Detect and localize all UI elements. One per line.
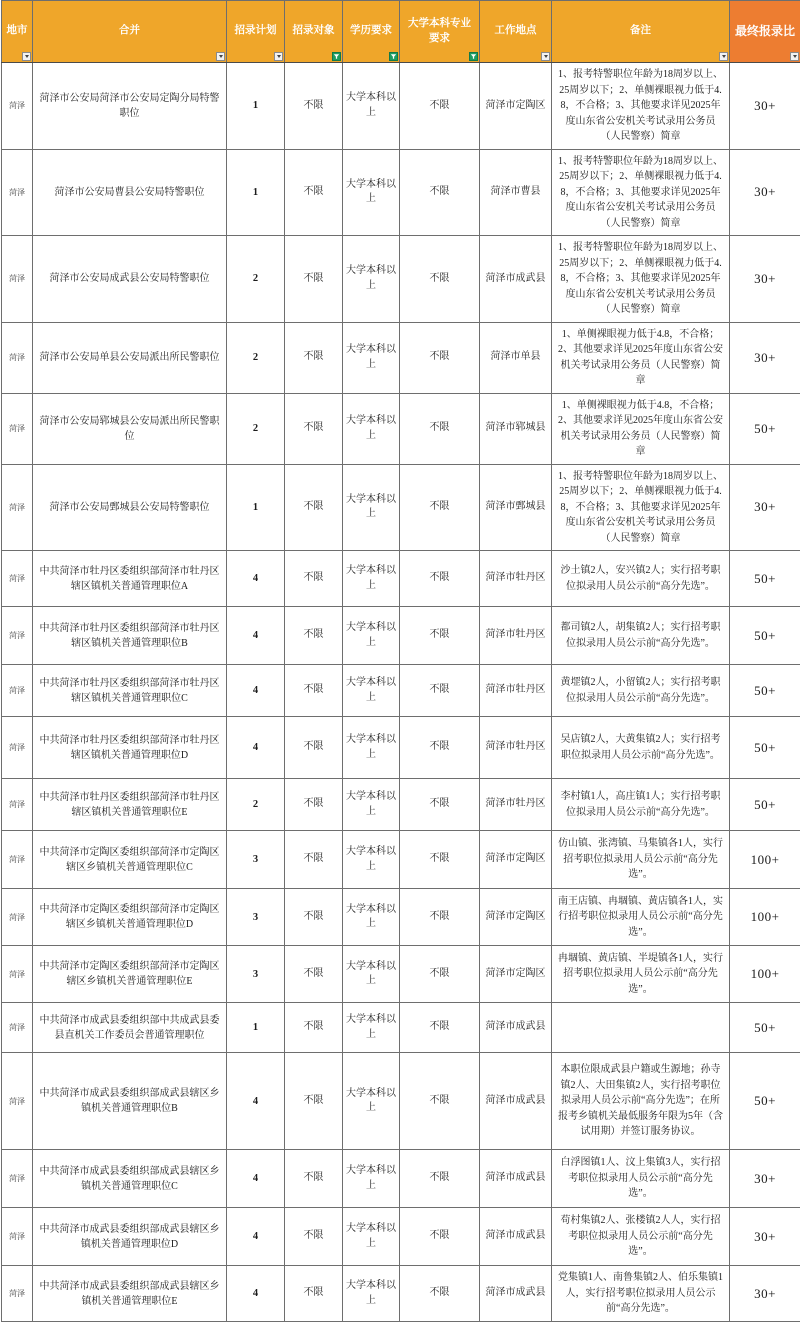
- cell-ratio: 100+: [730, 889, 800, 946]
- cell-location: 菏泽市牡丹区: [480, 665, 552, 717]
- table-row: [2, 889, 800, 946]
- col-header-ratio-label: 最终报录比: [735, 24, 795, 38]
- filter-dropdown-button-position[interactable]: [216, 52, 225, 61]
- cell-ratio: 30+: [730, 1208, 800, 1266]
- cell-position: 中共菏泽市牡丹区委组织部菏泽市牡丹区辖区镇机关普通管理职位B: [33, 607, 227, 665]
- dropdown-arrow-icon: [544, 55, 548, 58]
- cell-city: 菏泽: [2, 1208, 33, 1266]
- cell-city: 菏泽: [2, 551, 33, 607]
- col-header-education: [343, 1, 400, 63]
- col-header-major: [400, 1, 480, 63]
- cell-target: 不限: [285, 551, 343, 607]
- cell-ratio: 50+: [730, 607, 800, 665]
- cell-plan-count: 2: [227, 236, 285, 323]
- cell-location: 菏泽市定陶区: [480, 946, 552, 1003]
- cell-location: 菏泽市曹县: [480, 149, 552, 236]
- cell-plan-count: 1: [227, 464, 285, 551]
- cell-remark: 本职位限成武县户籍或生源地；孙寺镇2人、大田集镇2人，实行招考职位拟录用人员公示前“高分先选”；在所报考乡镇机关最低服务年限为5年（含试用期）并签订服务协议。: [552, 1053, 730, 1150]
- cell-remark: 都司镇2人，胡集镇2人；实行招考职位拟录用人员公示前“高分先选”。: [552, 607, 730, 665]
- cell-target: 不限: [285, 1003, 343, 1053]
- cell-education: 大学本科以上: [343, 322, 400, 393]
- cell-plan-count: 4: [227, 1266, 285, 1322]
- cell-position: 中共菏泽市成武县委组织部成武县辖区乡镇机关普通管理职位D: [33, 1208, 227, 1266]
- cell-remark: 1、单侧裸眼视力低于4.8，不合格；2、其他要求详见2025年度山东省公安机关考试录用公务员（人民警察）简章: [552, 322, 730, 393]
- cell-education: 大学本科以上: [343, 831, 400, 889]
- dropdown-arrow-icon: [219, 55, 223, 58]
- cell-major: 不限: [400, 946, 480, 1003]
- cell-plan-count: 2: [227, 322, 285, 393]
- table-row: [2, 831, 800, 889]
- cell-target: 不限: [285, 779, 343, 831]
- cell-location: 菏泽市成武县: [480, 1003, 552, 1053]
- col-header-major-label: 大学本科专业要求: [408, 18, 471, 43]
- filter-dropdown-button-remark[interactable]: [719, 52, 728, 61]
- dropdown-arrow-icon: [277, 55, 281, 58]
- cell-ratio: 50+: [730, 1003, 800, 1053]
- cell-position: 中共菏泽市成武县委组织部成武县辖区乡镇机关普通管理职位B: [33, 1053, 227, 1150]
- cell-education: 大学本科以上: [343, 779, 400, 831]
- cell-position: 中共菏泽市定陶区委组织部菏泽市定陶区辖区乡镇机关普通管理职位E: [33, 946, 227, 1003]
- cell-city: 菏泽: [2, 1053, 33, 1150]
- cell-target: 不限: [285, 149, 343, 236]
- cell-ratio: 30+: [730, 63, 800, 150]
- cell-major: 不限: [400, 831, 480, 889]
- cell-city: 菏泽: [2, 779, 33, 831]
- cell-remark: 沙土镇2人，安兴镇2人；实行招考职位拟录用人员公示前“高分先选”。: [552, 551, 730, 607]
- cell-education: 大学本科以上: [343, 551, 400, 607]
- cell-target: 不限: [285, 464, 343, 551]
- cell-target: 不限: [285, 717, 343, 779]
- cell-city: 菏泽: [2, 149, 33, 236]
- cell-remark: 南王店镇、冉堌镇、黄店镇各1人，实行招考职位拟录用人员公示前“高分先选”。: [552, 889, 730, 946]
- cell-target: 不限: [285, 1053, 343, 1150]
- cell-city: 菏泽: [2, 393, 33, 464]
- cell-remark: 冉堌镇、黄店镇、半堤镇各1人，实行招考职位拟录用人员公示前“高分先选”。: [552, 946, 730, 1003]
- cell-target: 不限: [285, 607, 343, 665]
- cell-education: 大学本科以上: [343, 63, 400, 150]
- cell-plan-count: 4: [227, 607, 285, 665]
- cell-city: 菏泽: [2, 946, 33, 1003]
- table-row: [2, 779, 800, 831]
- filter-funnel-icon: [470, 52, 477, 61]
- cell-position: 菏泽市公安局郓城县公安局派出所民警职位: [33, 393, 227, 464]
- cell-location: 菏泽市成武县: [480, 1266, 552, 1322]
- cell-city: 菏泽: [2, 607, 33, 665]
- table-row: [2, 63, 800, 150]
- cell-education: 大学本科以上: [343, 1208, 400, 1266]
- cell-ratio: 50+: [730, 779, 800, 831]
- filter-funnel-icon: [333, 52, 340, 61]
- cell-education: 大学本科以上: [343, 946, 400, 1003]
- table-body: [2, 63, 800, 1322]
- cell-major: 不限: [400, 607, 480, 665]
- cell-education: 大学本科以上: [343, 607, 400, 665]
- dropdown-arrow-icon: [793, 55, 797, 58]
- cell-city: 菏泽: [2, 464, 33, 551]
- table-row: [2, 1266, 800, 1322]
- cell-location: 菏泽市定陶区: [480, 889, 552, 946]
- cell-remark: 吴店镇2人，大黄集镇2人；实行招考职位拟录用人员公示前“高分先选”。: [552, 717, 730, 779]
- cell-location: 菏泽市定陶区: [480, 831, 552, 889]
- cell-city: 菏泽: [2, 63, 33, 150]
- dropdown-arrow-icon: [722, 55, 726, 58]
- cell-remark: 李村镇1人，高庄镇1人；实行招考职位拟录用人员公示前“高分先选”。: [552, 779, 730, 831]
- col-header-location-label: 工作地点: [495, 25, 537, 36]
- cell-city: 菏泽: [2, 322, 33, 393]
- cell-city: 菏泽: [2, 717, 33, 779]
- col-header-region: [2, 1, 33, 63]
- header-row: [2, 1, 800, 63]
- cell-ratio: 30+: [730, 236, 800, 323]
- cell-location: 菏泽市成武县: [480, 236, 552, 323]
- cell-target: 不限: [285, 236, 343, 323]
- table-row: [2, 1003, 800, 1053]
- cell-location: 菏泽市牡丹区: [480, 779, 552, 831]
- cell-position: 中共菏泽市牡丹区委组织部菏泽市牡丹区辖区镇机关普通管理职位A: [33, 551, 227, 607]
- cell-plan-count: 2: [227, 393, 285, 464]
- cell-ratio: 100+: [730, 946, 800, 1003]
- cell-target: 不限: [285, 831, 343, 889]
- cell-city: 菏泽: [2, 1003, 33, 1053]
- cell-plan-count: 3: [227, 831, 285, 889]
- cell-city: 菏泽: [2, 665, 33, 717]
- cell-remark: 仿山镇、张湾镇、马集镇各1人，实行招考职位拟录用人员公示前“高分先选”。: [552, 831, 730, 889]
- cell-plan-count: 4: [227, 717, 285, 779]
- cell-target: 不限: [285, 393, 343, 464]
- table-row: [2, 1053, 800, 1150]
- col-header-plan: [227, 1, 285, 63]
- cell-remark: 黄堽镇2人，小留镇2人；实行招考职位拟录用人员公示前“高分先选”。: [552, 665, 730, 717]
- filter-dropdown-button-location[interactable]: [541, 52, 550, 61]
- cell-remark: 1、报考特警职位年龄为18周岁以上、25周岁以下；2、单侧裸眼视力低于4.8，不合格；3、其他要求详见2025年度山东省公安机关考试录用公务员（人民警察）简章: [552, 149, 730, 236]
- table-row: [2, 1208, 800, 1266]
- cell-plan-count: 3: [227, 889, 285, 946]
- table-row: [2, 464, 800, 551]
- cell-major: 不限: [400, 393, 480, 464]
- dropdown-arrow-icon: [25, 55, 29, 58]
- cell-target: 不限: [285, 1208, 343, 1266]
- cell-position: 菏泽市公安局曹县公安局特警职位: [33, 149, 227, 236]
- cell-education: 大学本科以上: [343, 1266, 400, 1322]
- cell-target: 不限: [285, 1150, 343, 1208]
- cell-position: 中共菏泽市牡丹区委组织部菏泽市牡丹区辖区镇机关普通管理职位E: [33, 779, 227, 831]
- cell-education: 大学本科以上: [343, 236, 400, 323]
- cell-major: 不限: [400, 1053, 480, 1150]
- cell-education: 大学本科以上: [343, 665, 400, 717]
- col-header-remark: [552, 1, 730, 63]
- cell-major: 不限: [400, 1266, 480, 1322]
- cell-city: 菏泽: [2, 1266, 33, 1322]
- cell-remark: [552, 1003, 730, 1053]
- cell-plan-count: 3: [227, 946, 285, 1003]
- cell-major: 不限: [400, 236, 480, 323]
- col-header-position-label: 合并: [119, 25, 140, 36]
- cell-position: 中共菏泽市定陶区委组织部菏泽市定陶区辖区乡镇机关普通管理职位D: [33, 889, 227, 946]
- cell-position: 菏泽市公安局成武县公安局特警职位: [33, 236, 227, 323]
- cell-ratio: 50+: [730, 551, 800, 607]
- cell-remark: 苟村集镇2人、张楼镇2人人，实行招考职位拟录用人员公示前“高分先选”。: [552, 1208, 730, 1266]
- cell-position: 中共菏泽市牡丹区委组织部菏泽市牡丹区辖区镇机关普通管理职位D: [33, 717, 227, 779]
- col-header-target: [285, 1, 343, 63]
- cell-education: 大学本科以上: [343, 149, 400, 236]
- cell-ratio: 30+: [730, 464, 800, 551]
- cell-education: 大学本科以上: [343, 1053, 400, 1150]
- cell-ratio: 30+: [730, 322, 800, 393]
- cell-major: 不限: [400, 551, 480, 607]
- table-row: [2, 1150, 800, 1208]
- cell-location: 菏泽市郓城县: [480, 393, 552, 464]
- cell-plan-count: 2: [227, 779, 285, 831]
- cell-major: 不限: [400, 665, 480, 717]
- cell-major: 不限: [400, 779, 480, 831]
- table-row: [2, 717, 800, 779]
- cell-education: 大学本科以上: [343, 889, 400, 946]
- cell-position: 中共菏泽市成武县委组织部成武县辖区乡镇机关普通管理职位C: [33, 1150, 227, 1208]
- table-row: [2, 607, 800, 665]
- table-row: [2, 236, 800, 323]
- cell-major: 不限: [400, 1208, 480, 1266]
- filter-dropdown-button-region[interactable]: [22, 52, 31, 61]
- cell-ratio: 30+: [730, 149, 800, 236]
- cell-ratio: 50+: [730, 1053, 800, 1150]
- cell-city: 菏泽: [2, 236, 33, 323]
- col-header-remark-label: 备注: [630, 25, 651, 36]
- table-row: [2, 149, 800, 236]
- cell-target: 不限: [285, 946, 343, 1003]
- cell-education: 大学本科以上: [343, 1150, 400, 1208]
- cell-education: 大学本科以上: [343, 464, 400, 551]
- cell-plan-count: 1: [227, 63, 285, 150]
- cell-position: 中共菏泽市成武县委组织部成武县辖区乡镇机关普通管理职位E: [33, 1266, 227, 1322]
- col-header-plan-label: 招录计划: [235, 25, 277, 36]
- filter-active-button-major[interactable]: [469, 52, 478, 61]
- cell-target: 不限: [285, 322, 343, 393]
- filter-dropdown-button-ratio[interactable]: [790, 52, 799, 61]
- cell-major: 不限: [400, 717, 480, 779]
- filter-active-button-target[interactable]: [332, 52, 341, 61]
- table-row: [2, 665, 800, 717]
- cell-location: 菏泽市定陶区: [480, 63, 552, 150]
- cell-plan-count: 4: [227, 551, 285, 607]
- cell-location: 菏泽市鄄城县: [480, 464, 552, 551]
- cell-education: 大学本科以上: [343, 717, 400, 779]
- table-row: [2, 946, 800, 1003]
- cell-city: 菏泽: [2, 1150, 33, 1208]
- cell-remark: 1、报考特警职位年龄为18周岁以上、25周岁以下；2、单侧裸眼视力低于4.8，不合格；3、其他要求详见2025年度山东省公安机关考试录用公务员（人民警察）简章: [552, 236, 730, 323]
- cell-major: 不限: [400, 1003, 480, 1053]
- cell-ratio: 100+: [730, 831, 800, 889]
- cell-remark: 党集镇1人、南鲁集镇2人、伯乐集镇1人，实行招考职位拟录用人员公示前“高分先选”。: [552, 1266, 730, 1322]
- cell-ratio: 50+: [730, 393, 800, 464]
- col-header-ratio: [730, 1, 800, 63]
- cell-location: 菏泽市成武县: [480, 1150, 552, 1208]
- cell-location: 菏泽市成武县: [480, 1053, 552, 1150]
- cell-remark: 1、报考特警职位年龄为18周岁以上、25周岁以下；2、单侧裸眼视力低于4.8，不合格；3、其他要求详见2025年度山东省公安机关考试录用公务员（人民警察）简章: [552, 63, 730, 150]
- cell-position: 菏泽市公安局鄄城县公安局特警职位: [33, 464, 227, 551]
- cell-target: 不限: [285, 665, 343, 717]
- cell-plan-count: 4: [227, 665, 285, 717]
- cell-education: 大学本科以上: [343, 393, 400, 464]
- col-header-target-label: 招录对象: [293, 25, 335, 36]
- table-row: [2, 393, 800, 464]
- cell-major: 不限: [400, 63, 480, 150]
- cell-education: 大学本科以上: [343, 1003, 400, 1053]
- cell-location: 菏泽市牡丹区: [480, 717, 552, 779]
- cell-remark: 1、单侧裸眼视力低于4.8，不合格；2、其他要求详见2025年度山东省公安机关考试录用公务员（人民警察）简章: [552, 393, 730, 464]
- cell-position: 中共菏泽市定陶区委组织部菏泽市定陶区辖区乡镇机关普通管理职位C: [33, 831, 227, 889]
- cell-ratio: 50+: [730, 665, 800, 717]
- cell-position: 中共菏泽市成武县委组织部中共成武县委县直机关工作委员会普通管理职位: [33, 1003, 227, 1053]
- cell-major: 不限: [400, 149, 480, 236]
- cell-plan-count: 1: [227, 149, 285, 236]
- cell-ratio: 30+: [730, 1266, 800, 1322]
- job-table: [1, 0, 800, 1322]
- cell-position: 中共菏泽市牡丹区委组织部菏泽市牡丹区辖区镇机关普通管理职位C: [33, 665, 227, 717]
- filter-active-button-education[interactable]: [389, 52, 398, 61]
- cell-target: 不限: [285, 1266, 343, 1322]
- cell-major: 不限: [400, 464, 480, 551]
- cell-plan-count: 4: [227, 1208, 285, 1266]
- cell-target: 不限: [285, 63, 343, 150]
- cell-plan-count: 4: [227, 1150, 285, 1208]
- cell-plan-count: 1: [227, 1003, 285, 1053]
- cell-city: 菏泽: [2, 889, 33, 946]
- col-header-position: [33, 1, 227, 63]
- col-header-education-label: 学历要求: [350, 25, 392, 36]
- table-row: [2, 322, 800, 393]
- cell-city: 菏泽: [2, 831, 33, 889]
- cell-location: 菏泽市成武县: [480, 1208, 552, 1266]
- cell-plan-count: 4: [227, 1053, 285, 1150]
- table-row: [2, 551, 800, 607]
- cell-location: 菏泽市牡丹区: [480, 551, 552, 607]
- cell-remark: 白浮图镇1人、汶上集镇3人，实行招考职位拟录用人员公示前“高分先选”。: [552, 1150, 730, 1208]
- filter-funnel-icon: [390, 52, 397, 61]
- cell-location: 菏泽市单县: [480, 322, 552, 393]
- col-header-region-label: 地市: [7, 25, 28, 36]
- col-header-location: [480, 1, 552, 63]
- cell-position: 菏泽市公安局菏泽市公安局定陶分局特警职位: [33, 63, 227, 150]
- cell-major: 不限: [400, 889, 480, 946]
- filter-dropdown-button-plan[interactable]: [274, 52, 283, 61]
- cell-target: 不限: [285, 889, 343, 946]
- cell-remark: 1、报考特警职位年龄为18周岁以上、25周岁以下；2、单侧裸眼视力低于4.8，不合格；3、其他要求详见2025年度山东省公安机关考试录用公务员（人民警察）简章: [552, 464, 730, 551]
- cell-ratio: 50+: [730, 717, 800, 779]
- cell-position: 菏泽市公安局单县公安局派出所民警职位: [33, 322, 227, 393]
- cell-ratio: 30+: [730, 1150, 800, 1208]
- cell-major: 不限: [400, 322, 480, 393]
- cell-location: 菏泽市牡丹区: [480, 607, 552, 665]
- cell-major: 不限: [400, 1150, 480, 1208]
